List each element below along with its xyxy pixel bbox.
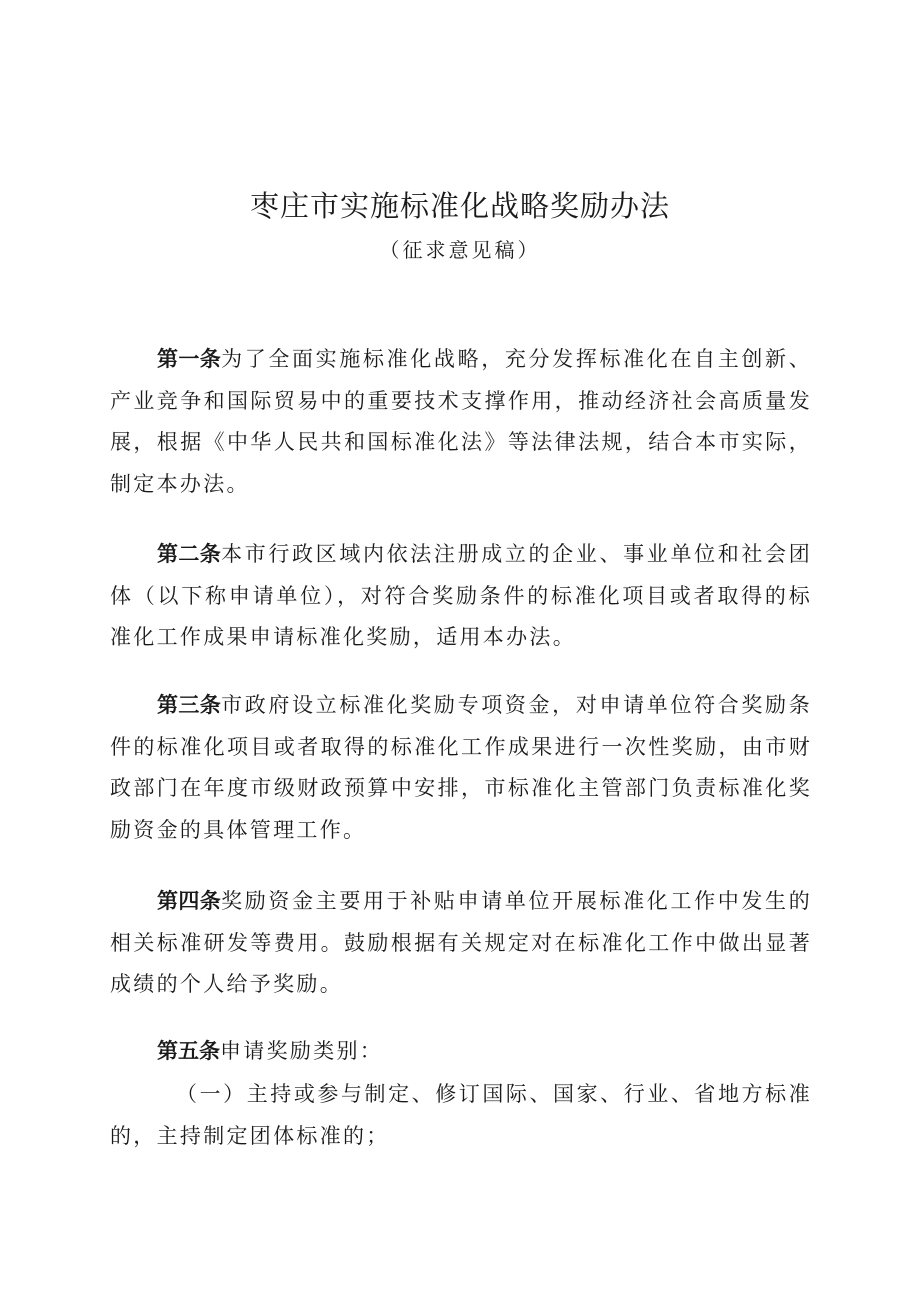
article-5 — [110, 1031, 812, 1073]
article-1-label: 第一条 — [157, 347, 222, 371]
article-1-text: 为了全面实施标准化战略，充分发挥标准化在自主创新、产业竞争和国际贸易中的重要技术支撑作用，推动经济社会高质量发展，根据《中华人民共和国标准化法》等法律法规，结合本市实际，制定本办法。 — [110, 347, 813, 496]
article-5-label: 第五条 — [157, 1039, 220, 1063]
document-title: 枣庄市实施标准化战略奖励办法 — [249, 189, 670, 223]
article-5-text: 申请奖励类别： — [220, 1039, 384, 1063]
article-2 — [110, 534, 812, 659]
article-2-label: 第二条 — [157, 542, 222, 566]
article-5-item-1 — [110, 1074, 812, 1157]
article-2-text: 本市行政区域内依法注册成立的企业、事业单位和社会团体（以下称申请单位），对符合奖励条件的标准化项目或者取得的标准化工作成果申请标准化奖励，适用本办法。 — [110, 542, 813, 649]
article-5-item-1-text: （一）主持或参与制定、修订国际、国家、行业、省地方标准的，主持制定团体标准的； — [110, 1082, 812, 1148]
article-4 — [110, 881, 812, 1006]
article-4-text: 奖励资金主要用于补贴申请单位开展标准化工作中发生的相关标准研发等费用。鼓励根据有关规定对在标准化工作中做出显著成绩的个人给予奖励。 — [110, 889, 813, 996]
article-3-text: 市政府设立标准化奖励专项资金，对申请单位符合奖励条件的标准化项目或者取得的标准化工作成果进行一次性奖励，由市财政部门在年度市级财政预算中安排，市标准化主管部门负责标准化奖励资金的具体管理工作。 — [110, 693, 813, 842]
article-1 — [110, 339, 812, 505]
article-4-label: 第四条 — [157, 889, 222, 913]
article-3-label: 第三条 — [157, 693, 222, 717]
document-subtitle: （征求意见稿） — [379, 238, 541, 262]
article-3 — [110, 685, 812, 851]
